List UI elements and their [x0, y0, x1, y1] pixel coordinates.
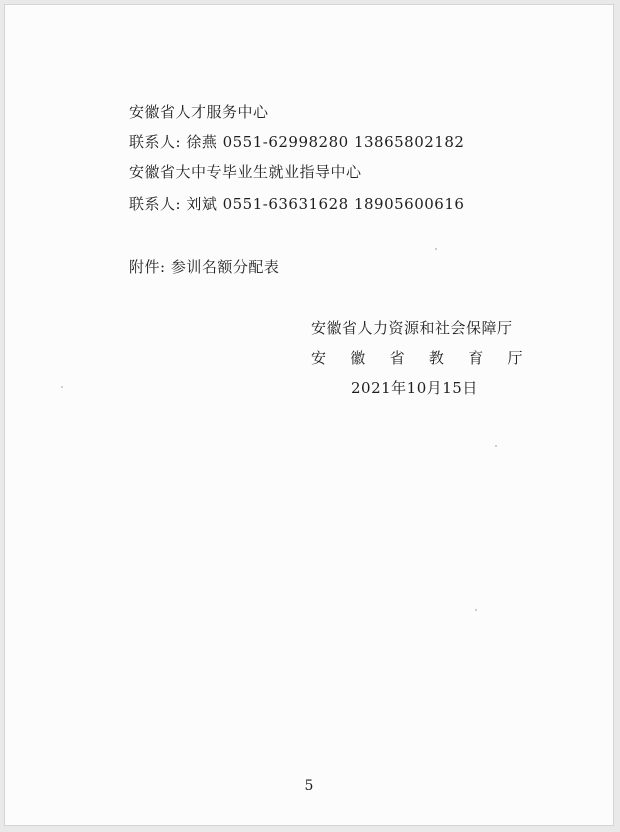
signature-dept-hrss: 安徽省人力资源和社会保障厅	[311, 319, 513, 337]
contact-person-2: 联系人: 刘斌 0551-63631628 18905600616	[129, 195, 465, 213]
signature-date: 2021年10月15日	[351, 379, 478, 397]
signature-char: 教	[428, 349, 445, 367]
document-page	[4, 4, 614, 826]
page-number: 5	[304, 778, 314, 794]
scan-speck	[495, 445, 497, 447]
contact-person-1: 联系人: 徐燕 0551-62998280 13865802182	[129, 133, 465, 151]
signature-char: 安	[311, 349, 327, 367]
signature-char: 徽	[350, 349, 366, 367]
contact-org-1: 安徽省人才服务中心	[129, 103, 269, 121]
scan-speck	[475, 609, 477, 611]
signature-char: 省	[389, 349, 406, 367]
scan-speck	[435, 248, 437, 250]
signature-dept-education	[311, 348, 523, 368]
scan-speck	[61, 386, 63, 388]
signature-char: 育	[468, 349, 484, 367]
contact-org-2: 安徽省大中专毕业生就业指导中心	[129, 163, 362, 181]
attachment-note: 附件: 参训名额分配表	[129, 258, 280, 276]
signature-char: 厅	[507, 349, 523, 367]
